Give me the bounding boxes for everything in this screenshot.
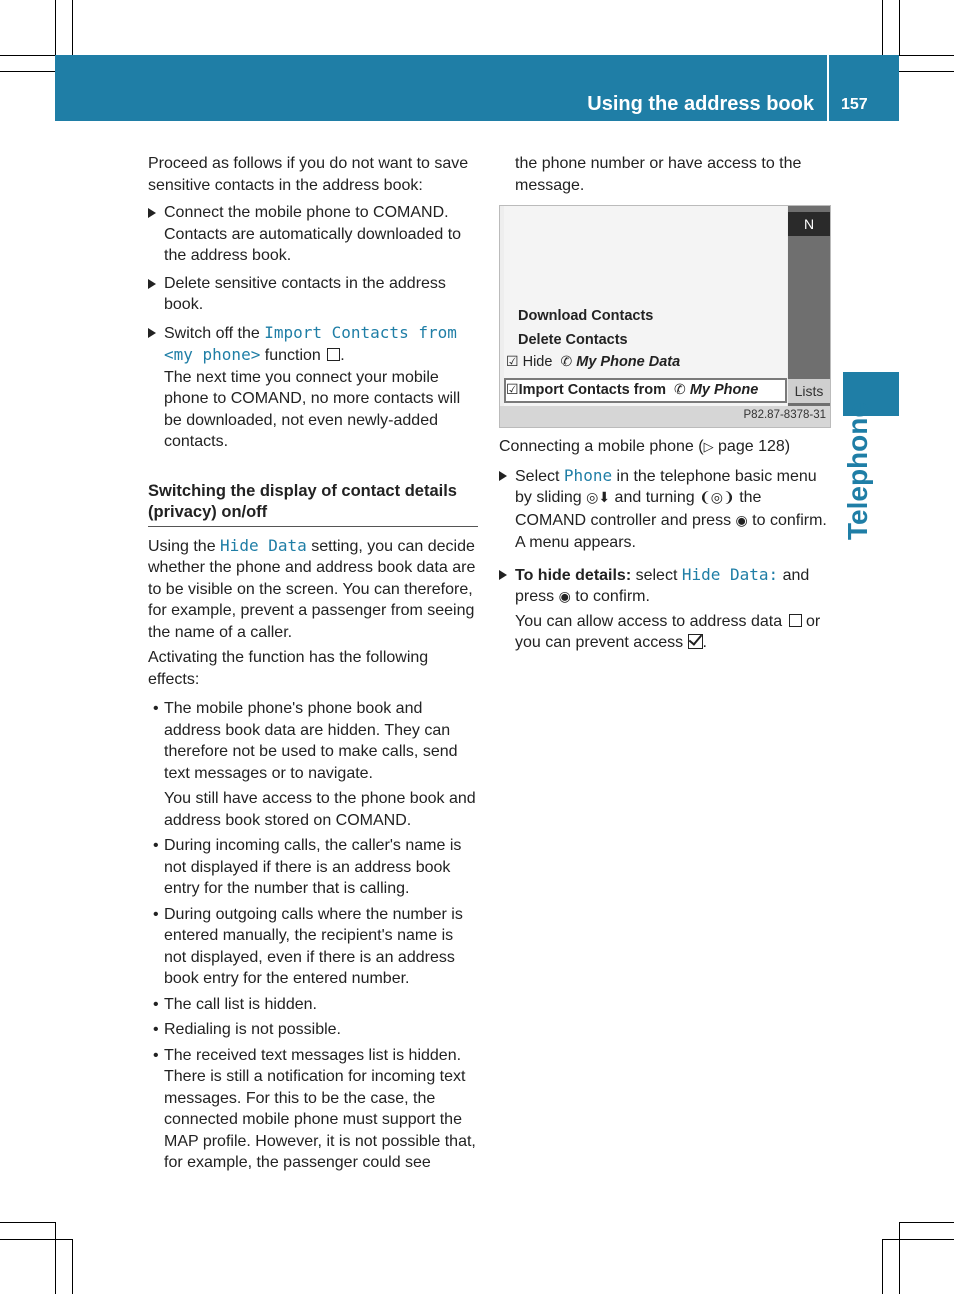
crop-mark — [55, 1222, 56, 1294]
header-divider — [827, 55, 829, 121]
press-controller-icon: ◉ — [735, 512, 748, 529]
checkbox-checked-icon: ☑ — [506, 382, 519, 398]
arrow-icon — [148, 208, 156, 218]
crop-mark — [899, 71, 954, 72]
crop-mark — [72, 0, 73, 55]
step-note: You can allow access to address data or you can prevent access . — [515, 612, 821, 651]
checkbox-checked-icon: ☑ — [506, 354, 519, 370]
crop-mark — [899, 1222, 954, 1223]
phone-icon: ✆ — [674, 382, 686, 398]
step-item: Connect the mobile phone to COMAND. Contacts are automatically downloaded to the address book. — [148, 202, 478, 267]
crop-mark — [0, 1222, 55, 1223]
list-item: • The received text messages list is hidden. There is still a notification for incoming text messages. For this to be the case, the connected mobile phone must support the MAP profile. However, it is not possible that, for example, the passenger could see — [153, 1046, 476, 1171]
page-ref-icon: ▷ — [703, 440, 714, 455]
menu-code: Phone — [563, 465, 613, 485]
image-caption: Connecting a mobile phone (▷ page 128) — [499, 438, 791, 455]
step-item: Select Phone in the telephone basic menu by sliding ◎⬇ and turning ❨◎❩ the COMAND controller and press ◉ to confirm. A menu appears. — [499, 465, 829, 554]
crop-mark — [0, 71, 55, 72]
arrow-icon — [499, 471, 507, 481]
sidebar-lists: Lists — [788, 379, 830, 403]
setting-code: Hide Data — [220, 535, 307, 555]
section-title: Using the address book — [587, 93, 814, 115]
checkbox-empty-icon — [327, 348, 340, 361]
phone-icon: ✆ — [560, 354, 573, 370]
crop-mark — [55, 0, 56, 55]
menu-download-contacts: Download Contacts — [518, 308, 654, 324]
image-code: P82.87-8378-31 — [743, 409, 826, 421]
menu-panel — [504, 206, 787, 406]
slide-controller-icon: ◎⬇ — [586, 490, 611, 506]
right-column — [499, 436, 829, 654]
intro-text: Proceed as follows if you do not want to save sensitive contacts in the address book: — [148, 155, 469, 194]
left-column — [148, 153, 478, 1174]
list-item: • During outgoing calls where the number is entered manually, the recipient's name is not displayed, even if there is an address book entry for the entered number. — [153, 905, 463, 987]
step-note: A menu appears. — [515, 534, 636, 551]
crop-mark — [899, 1222, 900, 1294]
list-item: • The call list is hidden. — [153, 995, 317, 1013]
checkbox-empty-icon — [789, 614, 802, 627]
step-item: To hide details: select Hide Data: and press ◉ to confirm. You can allow access to address data or you can prevent access . — [499, 564, 829, 654]
step-item: Delete sensitive contacts in the address book. — [148, 273, 478, 316]
page-number: 157 — [841, 96, 868, 113]
crop-mark — [882, 0, 883, 55]
step-item: Switch off the Import Contacts from <my phone> function . The next time you connect your mobile phone to COMAND, no more contacts will be downloaded, not even newly-added contacts. — [148, 322, 478, 453]
crop-mark — [899, 0, 900, 55]
arrow-icon — [148, 328, 156, 338]
page-header — [55, 55, 899, 121]
crop-mark — [0, 55, 55, 56]
list-item: • Redialing is not possible. — [153, 1021, 341, 1038]
arrow-icon — [499, 570, 507, 580]
crop-mark — [72, 1239, 73, 1294]
crop-mark — [882, 1239, 883, 1294]
step-note: The next time you connect your mobile phone to COMAND, no more contacts will be downloaded, not even newly-added contacts. — [164, 368, 461, 450]
list-item: • The mobile phone's phone book and address book data are hidden. They can therefore not be used to make calls, send text messages or to navigate. You still have access to the phone book and address book stored on COMAND. — [148, 698, 478, 831]
section-heading: Switching the display of contact details (privacy) on/off — [148, 481, 478, 527]
menu-import-contacts: ☑Import Contacts from ✆ My Phone — [506, 382, 759, 398]
checkbox-checked-icon — [688, 634, 703, 649]
menu-code: Hide Data: — [681, 564, 779, 584]
press-controller-icon: ◉ — [558, 589, 571, 605]
paragraph: Using the Hide Data setting, you can decide whether the phone and address book data are to be visible on the screen. You can therefore, for example, prevent a passenger from seeing the name of a caller. — [148, 535, 476, 641]
arrow-icon — [148, 279, 156, 289]
comand-screen-image — [499, 205, 831, 428]
crop-mark — [882, 1239, 954, 1240]
paragraph: Activating the function has the following effects: — [148, 649, 429, 688]
list-item: • During incoming calls, the caller's name is not displayed if there is an address book entry for the number that is calling. — [153, 837, 462, 897]
crop-mark — [0, 1239, 72, 1240]
right-column-continuation: the phone number or have access to the message. — [515, 155, 802, 194]
list-item-note: You still have access to the phone book and address book stored on COMAND. — [164, 790, 476, 829]
menu-hide-data: ☑ Hide ✆ My Phone Data — [506, 354, 681, 370]
crop-mark — [899, 55, 954, 56]
menu-delete-contacts: Delete Contacts — [518, 332, 628, 348]
turn-controller-icon: ❨◎❩ — [699, 490, 735, 506]
menu-item-code: Import Contacts from <my phone> — [164, 322, 457, 364]
right-sidebar — [788, 206, 830, 406]
sidebar-top: N — [788, 212, 830, 236]
